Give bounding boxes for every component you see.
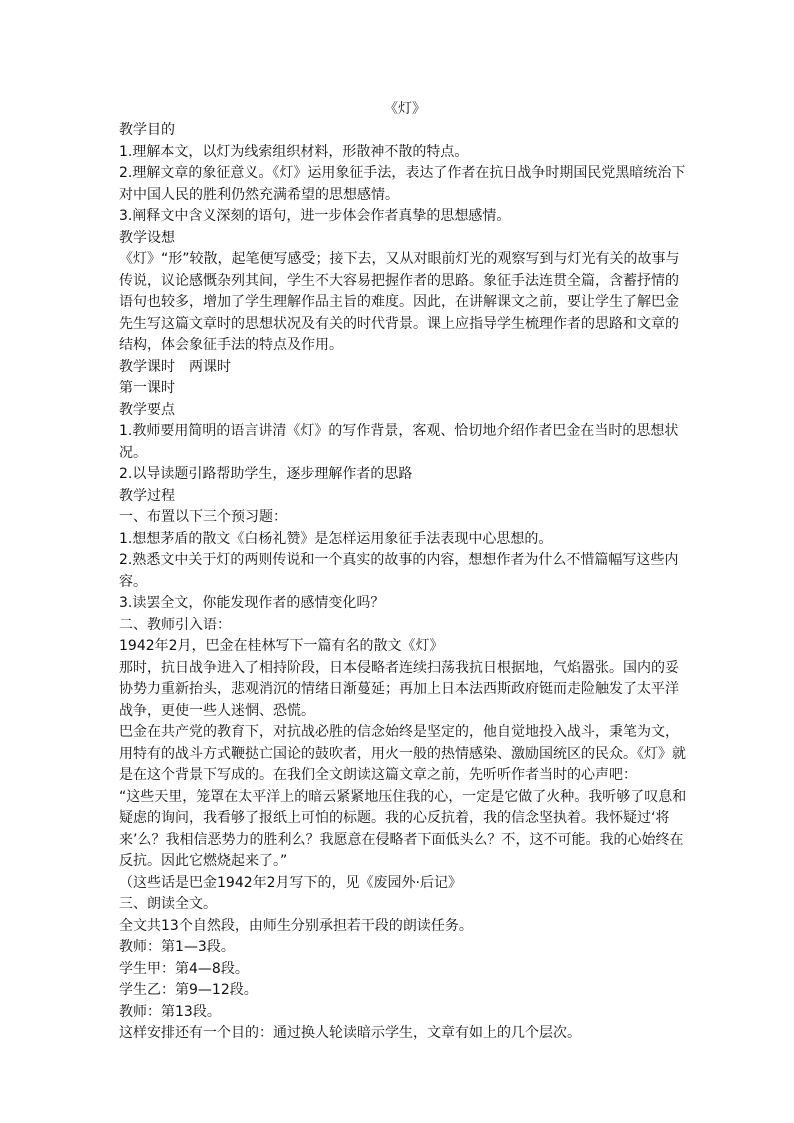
goal-item-3: 3.阐释文中含义深刻的语句，进一步体会作者真挚的思想感情。 bbox=[119, 208, 511, 224]
heading-first-lesson: 第一课时 bbox=[119, 380, 175, 396]
preview-question-3: 3.读罢全文，你能发现作者的感情变化吗？ bbox=[119, 595, 385, 611]
heading-key-points: 教学要点 bbox=[119, 401, 175, 418]
key-point-2: 2.以导读题引路帮助学生，逐步理解作者的思路 bbox=[119, 466, 413, 482]
reading-assignment-student-a: 学生甲：第4—8段。 bbox=[119, 960, 249, 977]
key-point-1: 1.教师要用简明的语言讲清《灯》的写作背景，客观、恰切地介绍作者巴金在当时的思想状况。 bbox=[119, 423, 679, 461]
read-aloud-summary: 全文共13个自然段，由师生分别承担若干段的朗读任务。 bbox=[119, 917, 473, 934]
goal-item-1: 1.理解本文，以灯为线索组织材料，形散神不散的特点。 bbox=[119, 143, 469, 160]
intro-background-paragraph: 那时，抗日战争进入了相持阶段，日本侵略者连续扫荡我抗日根据地，气焰嚣张。国内的妥协势力重新抬头，悲观消沉的情绪日渐蔓延；再加上日本法西斯政府铤而走险触发了太平洋战争，更使一些人迷惘、恐慌。 bbox=[119, 659, 679, 719]
teaching-plan-paragraph: 《灯》“形”较散，起笔便写感受；接下去，又从对眼前灯光的观察写到与灯光有关的故事与传说，议论感慨杂列其间，学生不大容易把握作者的思路。象征手法连贯全篇，含蓄抒情的语句也较多，增加了学生理解作品主旨的难度。因此，在讲解课文之前，要让学生了解巴金先生写这篇文章时的思想状况及有关的时代背景。课上应指导学生梳理作者的思路和文章的结构，体会象征手法的特点及作用。 bbox=[119, 251, 680, 353]
section-preview-questions: 一、布置以下三个预习题： bbox=[119, 509, 287, 525]
goal-item-2: 2.理解文章的象征意义。《灯》运用象征手法，表达了作者在抗日战争时期国民党黑暗统治下对中国人民的胜利仍然充满希望的思想感情。 bbox=[119, 165, 686, 203]
heading-teaching-process: 教学过程 bbox=[119, 487, 175, 504]
document-page bbox=[119, 98, 691, 1045]
class-hours: 教学课时 两课时 bbox=[119, 358, 231, 375]
heading-teaching-plan: 教学设想 bbox=[119, 229, 175, 246]
bajin-quote: “这些天里，笼罩在太平洋上的暗云紧紧地压住我的心，一定是它做了火种。我听够了叹息和疑虑的询问，我看够了报纸上可怕的标题。我的心反抗着，我的信念坚执着。我怀疑过‘将来’么？我相信恶势力的胜利么？我愿意在侵略者下面低头么？不，这不可能。我的心始终在反抗。因此它燃烧起来了。” bbox=[119, 788, 687, 869]
reading-purpose: 这样安排还有一个目的：通过换人轮读暗示学生，文章有如上的几个层次。 bbox=[119, 1025, 581, 1041]
quote-source-note: （这些话是巴金1942年2月写下的，见《废园外·后记》 bbox=[119, 874, 462, 891]
intro-bajin-paragraph: 巴金在共产党的教育下，对抗战必胜的信念始终是坚定的，他自觉地投入战斗，秉笔为文，用特有的战斗方式鞭挞亡国论的鼓吹者，用火一般的热情感染、激励国统区的民众。《灯》就是在这个背景下写成的。在我们全文朗读这篇文章之前，先听听作者当时的心声吧： bbox=[119, 724, 686, 783]
section-teacher-intro: 二、教师引入语： bbox=[119, 616, 231, 633]
preview-question-2: 2.熟悉文中关于灯的两则传说和一个真实的故事的内容，想想作者为什么不惜篇幅写这些内容。 bbox=[119, 552, 679, 590]
reading-assignment-student-b: 学生乙：第9—12段。 bbox=[119, 982, 258, 998]
reading-assignment-teacher-2: 教师：第13段。 bbox=[119, 1003, 221, 1020]
reading-assignment-teacher-1: 教师：第1—3段。 bbox=[119, 939, 235, 955]
preview-question-1: 1.想想茅盾的散文《白杨礼赞》是怎样运用象征手法表现中心思想的。 bbox=[119, 530, 553, 547]
section-read-aloud: 三、朗读全文。 bbox=[119, 896, 217, 912]
document-title: 《灯》 bbox=[384, 101, 426, 117]
heading-teaching-goals: 教学目的 bbox=[119, 122, 175, 138]
intro-line-1942: 1942年2月，巴金在桂林写下一篇有名的散文《灯》 bbox=[119, 638, 444, 654]
